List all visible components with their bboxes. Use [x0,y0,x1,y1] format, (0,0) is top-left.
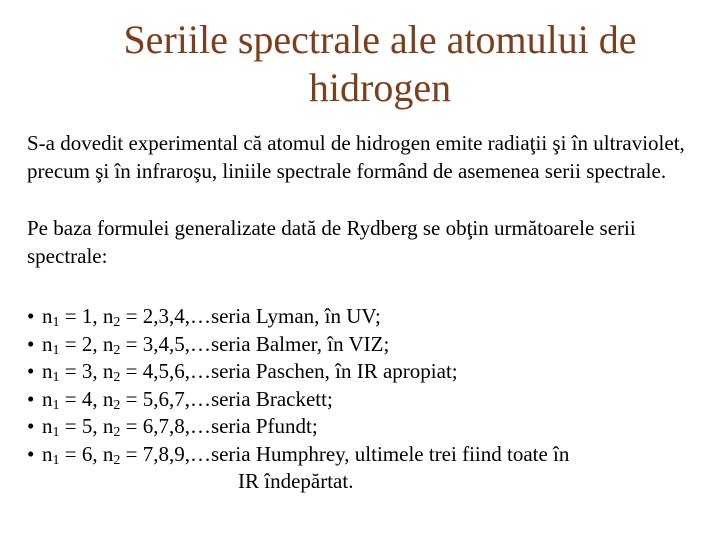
n2-values: 7,8,9,… [142,441,211,466]
bullet-icon: • [27,331,35,356]
bullet-icon: • [27,359,35,383]
n1-value: 1 [81,304,93,328]
series-item-balmer: • $n_1 = 2$, $n_2$ = 3,4,5,…seria Balmer, în VIZ; [27,331,390,358]
bullet-icon: • [27,304,35,328]
series-item-paschen: • $n_1 = 3$, $n_2$ = 4,5,6,…seria Paschen, în IR apropiat; [27,359,458,385]
series-list [27,303,707,496]
bullet-icon: • [27,386,35,411]
series-item-lyman: • $n_1 = 1$, $n_2$ = 2,3,4,…seria Lyman, în UV; [27,304,381,330]
series-item-pfundt: • $n_1 = 5$, $n_2$ = 6,7,8,…seria Pfundt; [27,414,318,440]
intro-paragraph: S-a dovedit experimental că atomul de hidrogen emite radiaţii şi în ultraviolet, precum şi în infraroşu, liniile spectrale formând de asemenea serii spectrale. [27,131,685,183]
series-item-brackett: • $n_1 = 4$, $n_2$ = 5,6,7,…seria Brackett; [27,386,333,413]
slide-title [40,16,720,112]
series-description: seria Paschen, în IR apropiat; [210,359,458,383]
series-item-humphrey: • $n_1 = 6$, $n_2$ = 7,8,9,…seria Humphrey, ultimele trei fiind toate în IR îndepărtat. [27,441,707,496]
n2-values: 3,4,5,… [142,331,211,356]
series-continuation: IR îndepărtat. [238,469,354,493]
series-description: seria Lyman, în UV; [210,304,381,328]
n1-value: 5 [81,414,93,438]
n1-value: 2 [81,331,93,356]
rydberg-paragraph: Pe baza formulei generalizate dată de Rydberg se obţin următoarele serii spectrale: [27,216,636,268]
series-description: seria Humphrey, ultimele trei fiind toate în [210,441,570,466]
slide-title-line-1: Seriile spectrale ale atomului de [123,17,637,62]
n2-values: 5,6,7,… [142,386,211,411]
n1-value: 6 [81,441,93,466]
bullet-icon: • [27,414,35,438]
n2-values: 6,7,8,… [142,414,211,438]
n2-values: 4,5,6,… [142,359,211,383]
series-description: seria Balmer, în VIZ; [210,331,390,356]
n1-value: 4 [81,386,93,411]
slide-title-line-2: hidrogen [308,65,452,110]
bullet-icon: • [27,441,35,466]
series-description: seria Brackett; [210,386,333,411]
n1-value: 3 [81,359,93,383]
n2-values: 2,3,4,… [142,304,211,328]
series-description: seria Pfundt; [210,414,318,438]
